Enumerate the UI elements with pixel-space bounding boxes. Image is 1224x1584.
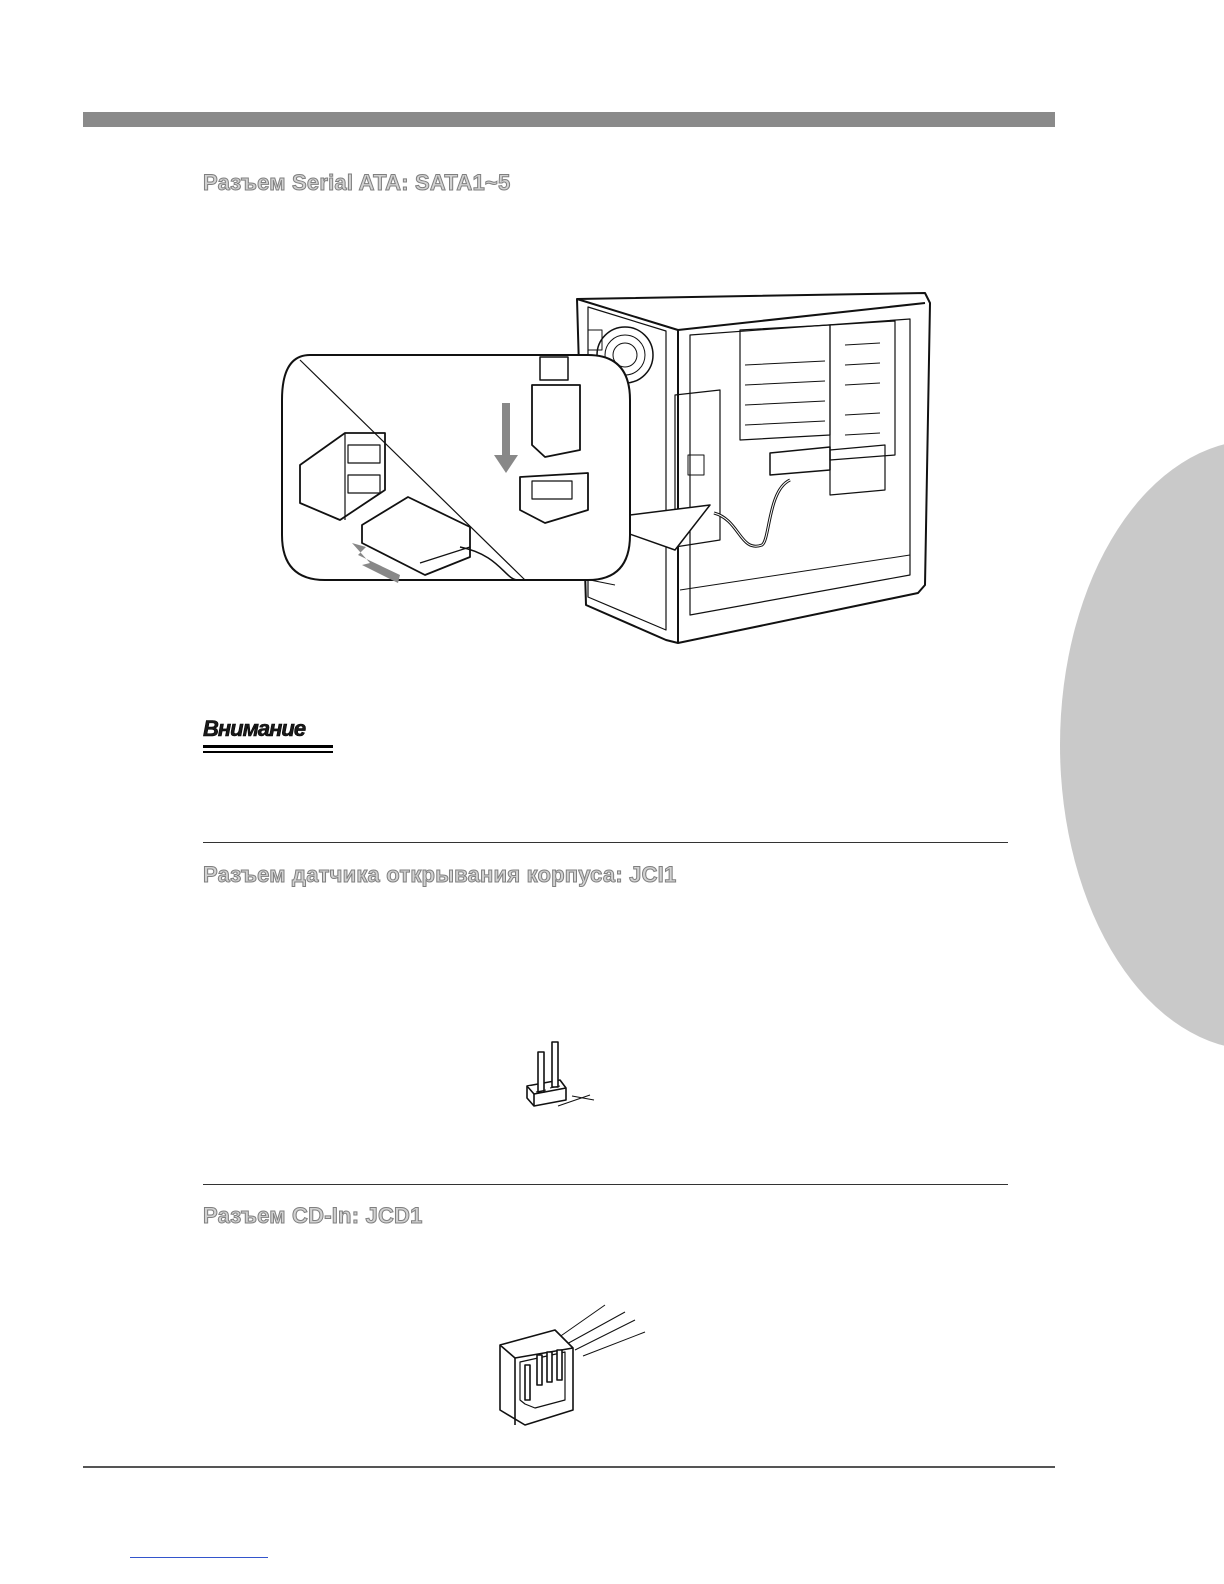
warning-underline-secondary (203, 751, 333, 753)
jcd-connector-illustration (495, 1300, 655, 1430)
sata-installation-illustration (270, 285, 950, 655)
chapter-side-tab (1060, 440, 1224, 1050)
warning-underline (203, 745, 333, 748)
footer-link-underline[interactable] (130, 1557, 268, 1558)
section-divider-2 (203, 1184, 1008, 1185)
top-header-bar (83, 112, 1055, 127)
jcd-section-title: Разъем CD-In: JCD1 (203, 1203, 423, 1228)
sata-section-title: Разъем Serial ATA: SATA1~5 (203, 170, 511, 195)
warning-title: Внимание (203, 716, 306, 741)
jci-section-title: Разъем датчика открывания корпуса: JCI1 (203, 862, 677, 887)
section-divider (203, 842, 1008, 843)
footer-rule (83, 1466, 1055, 1468)
jci-connector-illustration (520, 1040, 600, 1115)
